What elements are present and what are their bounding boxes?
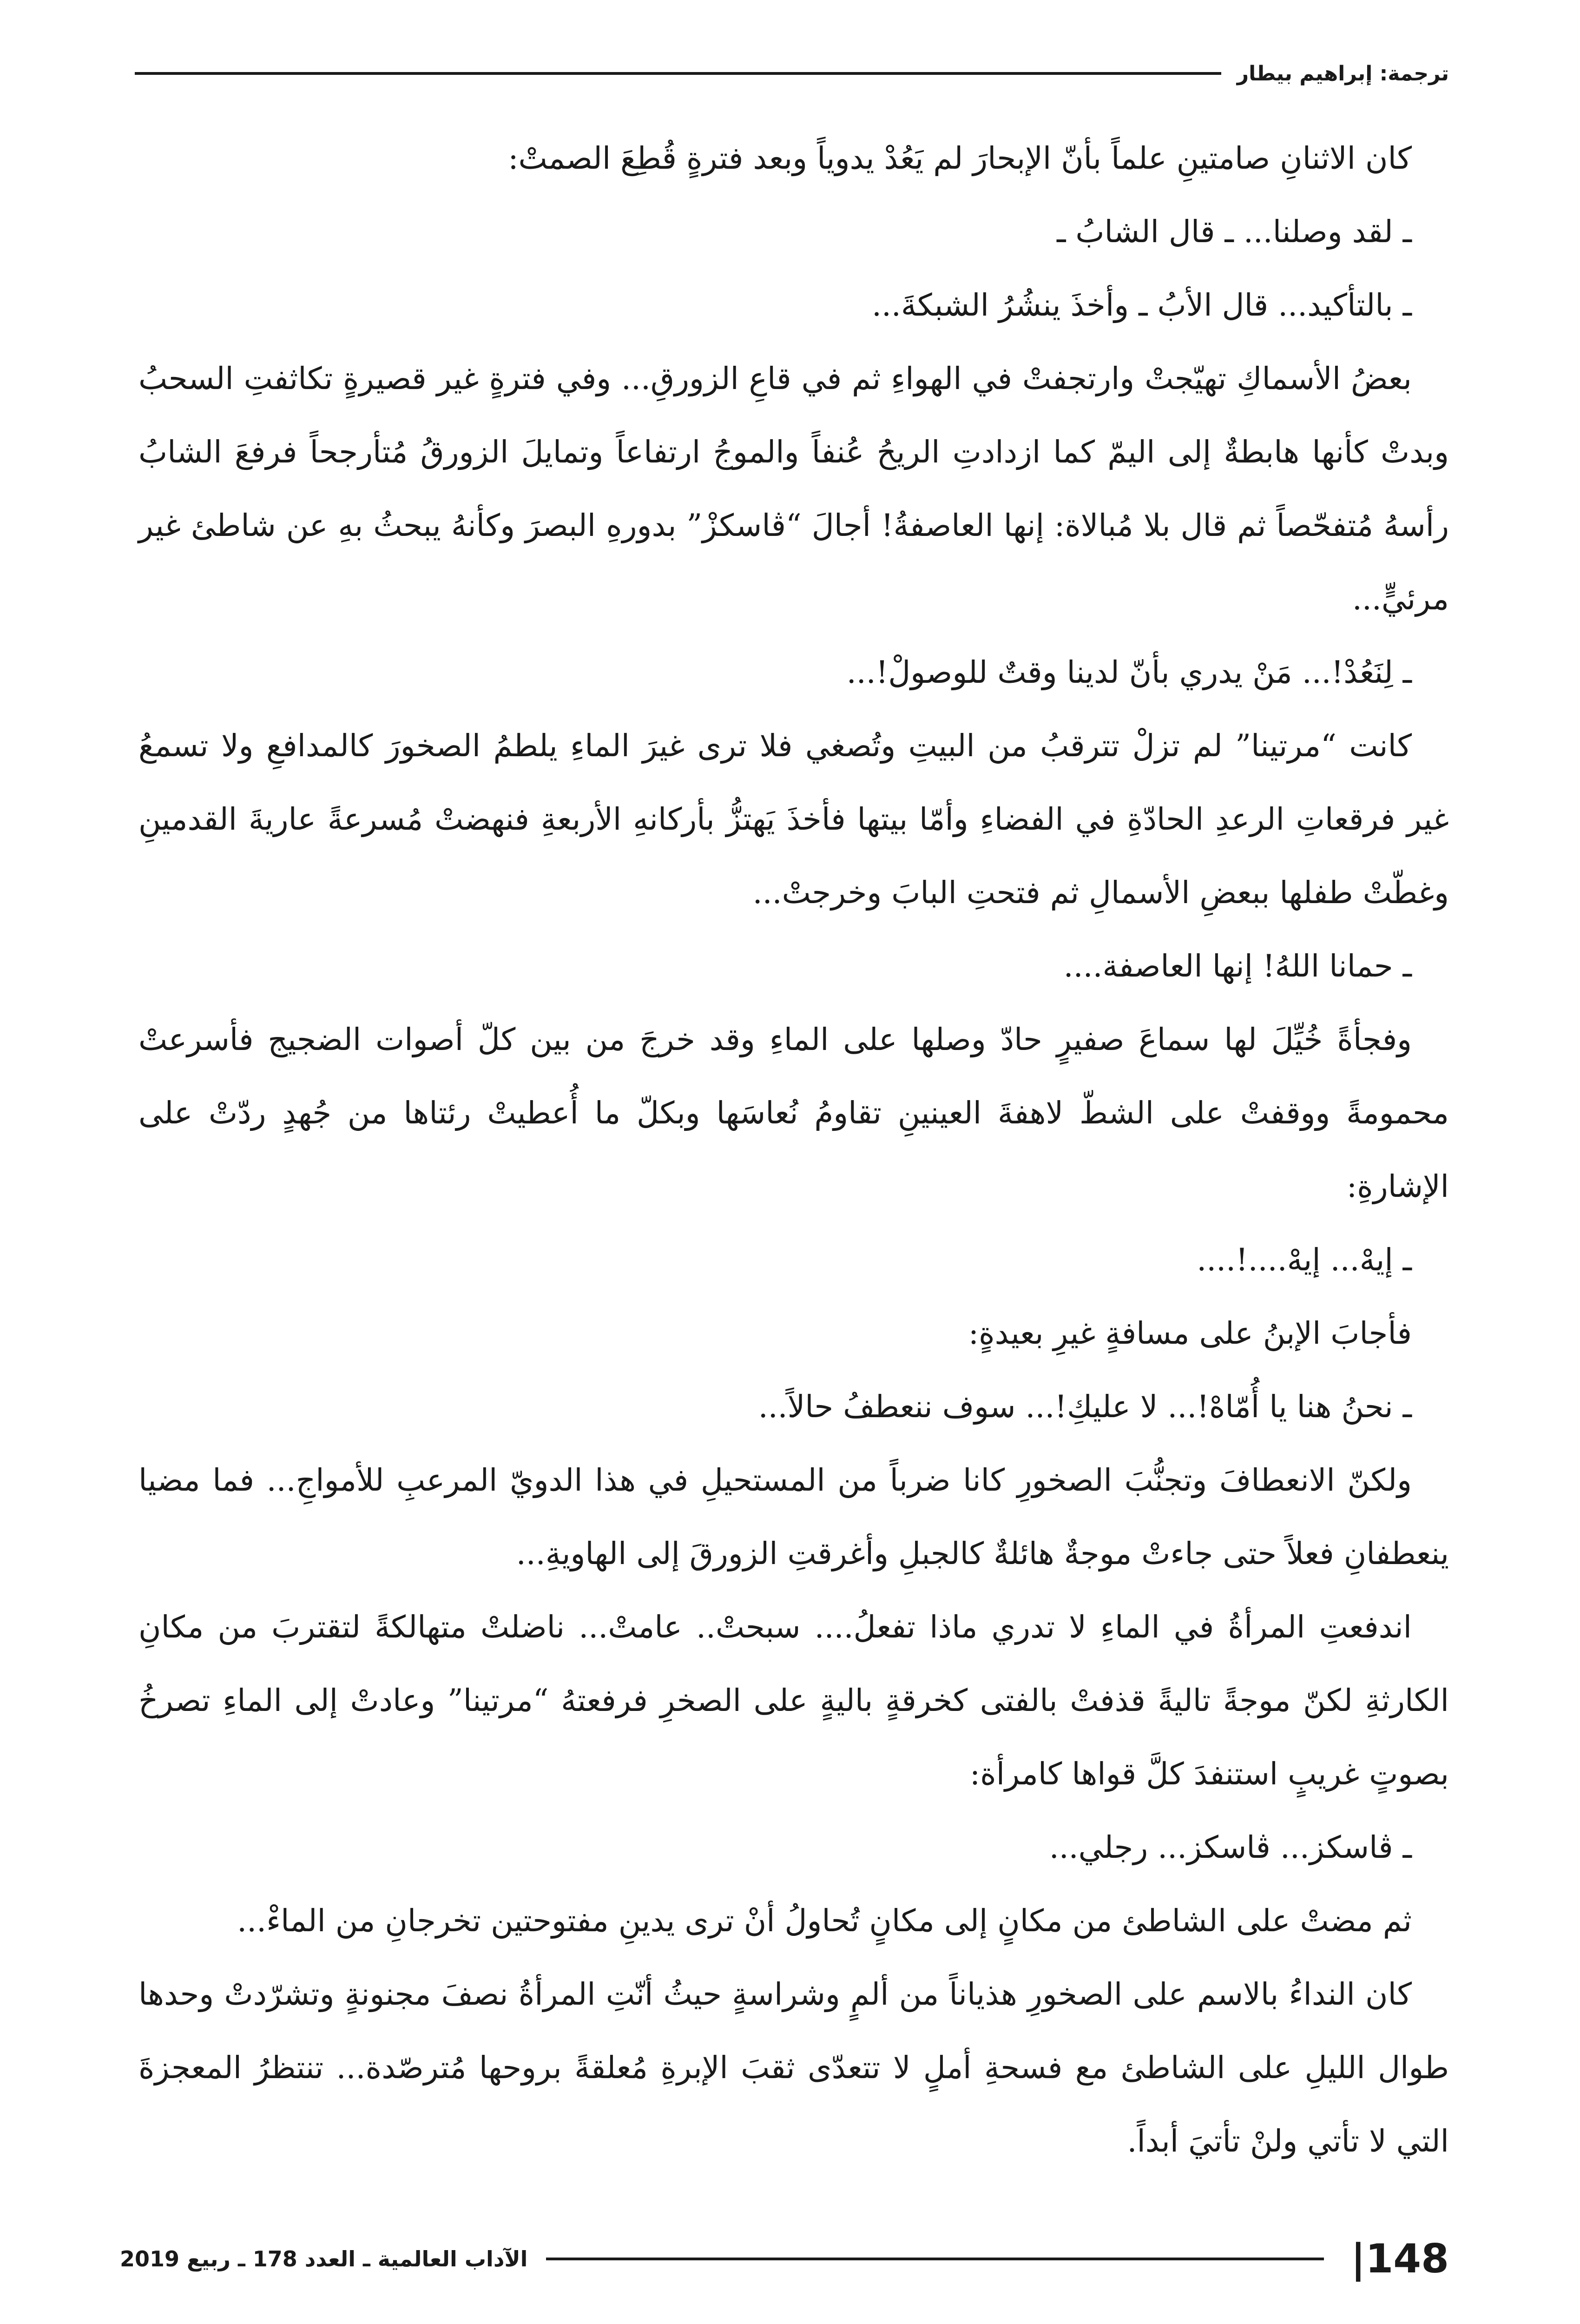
journal-issue-info: الآداب العالمية ـ العدد 178 ـ ربيع 2019 [120, 2246, 528, 2271]
page-header [135, 55, 1449, 92]
translator-credit: ترجمة: إبراهيم بيطار [1237, 61, 1449, 86]
page-number-separator: | [1351, 2236, 1366, 2282]
paragraph: ثم مضتْ على الشاطئ من مكانٍ إلى مكانٍ تُحاولُ أنْ ترى يدينِ مفتوحتين تخرجانِ من الماءْ... [237, 1903, 1412, 1939]
paragraph: ـ إيهْ... إيهْ....!.... [1197, 1242, 1412, 1278]
paragraph: بعضُ الأسماكِ تهيّجتْ وارتجفتْ في الهواءِ ثم في قاعِ الزورقِ... وفي فترةٍ غير قصيرةٍ تكاثفتِ السحبُ وبدتْ كأنها هابطةٌ إلى اليمّ كما ازدادتِ الريحُ عُنفاً والموجُ ارتفاعاً وتمايلَ الزورقُ مُتأرجحاً فرفعَ الشابُ رأسهُ مُتفحّصاً ثم قال بلا مُبالاة: إنها العاصفةُ! أجالَ “ڤاسكزْ” بدورهِ البصرَ وكأنهُ يبحثُ بهِ عن شاطئ غير مرئيٍّ... [138, 361, 1449, 617]
paragraph: كانت “مرتينا” لم تزلْ تترقبُ من البيتِ وتُصغي فلا ترى غيرَ الماءِ يلطمُ الصخورَ كالمدافعِ ولا تسمعُ غير فرقعاتِ الرعدِ الحادّةِ في الفضاءِ وأمّا بيتها فأخذَ يَهتزُّ بأركانهِ الأربعةِ فنهضتْ مُسرعةً عاريةَ القدمينِ وغطّتْ طفلها ببعضِ الأسمالِ ثم فتحتِ البابَ وخرجتْ... [138, 728, 1449, 911]
paragraph: اندفعتِ المرأةُ في الماءِ لا تدري ماذا تفعلُ.... سبحتْ.. عامتْ... ناضلتْ متهالكةً لتقتربَ من مكانِ الكارثةِ لكنّ موجةً تاليةً قذفتْ بالفتى كخرقةٍ باليةٍ على الصخرِ فرفعتهُ “مرتينا” وعادتْ إلى الماءِ تصرخُ بصوتٍ غريبٍ استنفدَ كلَّ قواها كامرأة: [138, 1609, 1449, 1792]
page-number: 148 [1365, 2236, 1449, 2282]
paragraph: ولكنّ الانعطافَ وتجنُّبَ الصخورِ كانا ضرباً من المستحيلِ في هذا الدويّ المرعبِ للأمواجِ... فما مضيا ينعطفانِ فعلاً حتى جاءتْ موجةٌ هائلةٌ كالجبلِ وأغرقتِ الزورقَ إلى الهاويةِ... [138, 1462, 1449, 1571]
footer-rule [546, 2258, 1324, 2260]
paragraph: ـ نحنُ هنا يا أُمّاهْ!... لا عليكِ!... سوف ننعطفُ حالاً... [758, 1389, 1412, 1425]
paragraph: ـ حمانا اللهُ! إنها العاصفة.... [1063, 948, 1412, 984]
paragraph: ـ ڤاسكز... ڤاسكز... رجلي... [1049, 1829, 1412, 1865]
article-body [138, 122, 1449, 2178]
paragraph: ـ لِنَعُدْ!... مَنْ يدري بأنّ لدينا وقتٌ للوصولْ!... [846, 654, 1412, 690]
paragraph: وفجأةً خُيِّلَ لها سماعَ صفيرٍ حادّ وصلها على الماءِ وقد خرجَ من بين كلّ أصوات الضجيج فأسرعتْ محمومةً ووقفتْ على الشطّ لاهفةَ العينينِ تقاومُ نُعاسَها وبكلّ ما أُعطيتْ رئتاها من جُهدٍ ردّتْ على الإشارةِ: [138, 1022, 1449, 1204]
header-rule [135, 72, 1221, 75]
paragraph: كان النداءُ بالاسم على الصخورِ هذياناً من ألمٍ وشراسةٍ حيثُ أنّتِ المرأةُ نصفَ مجنونةٍ وتشرّدتْ وحدها طوال الليلِ على الشاطئ مع فسحةِ أملٍ لا تتعدّى ثقبَ الإبرةِ مُعلقةً بروحها مُترصّدة... تنتظرُ المعجزةَ التي لا تأتي ولنْ تأتيَ أبداً. [138, 1976, 1449, 2159]
paragraph: ـ بالتأكيد... قال الأبُ ـ وأخذَ ينشُرُ الشبكةَ... [871, 287, 1412, 323]
page-footer [120, 2233, 1449, 2284]
paragraph: فأجابَ الإبنُ على مسافةٍ غيرِ بعيدةٍ: [968, 1315, 1412, 1351]
paragraph: كان الاثنانِ صامتينِ علماً بأنّ الإبحارَ لم يَعُدْ يدوياً وبعد فترةٍ قُطِعَ الصمتْ: [508, 140, 1412, 176]
paragraph: ـ لقد وصلنا... ـ قال الشابُ ـ [1057, 214, 1412, 250]
